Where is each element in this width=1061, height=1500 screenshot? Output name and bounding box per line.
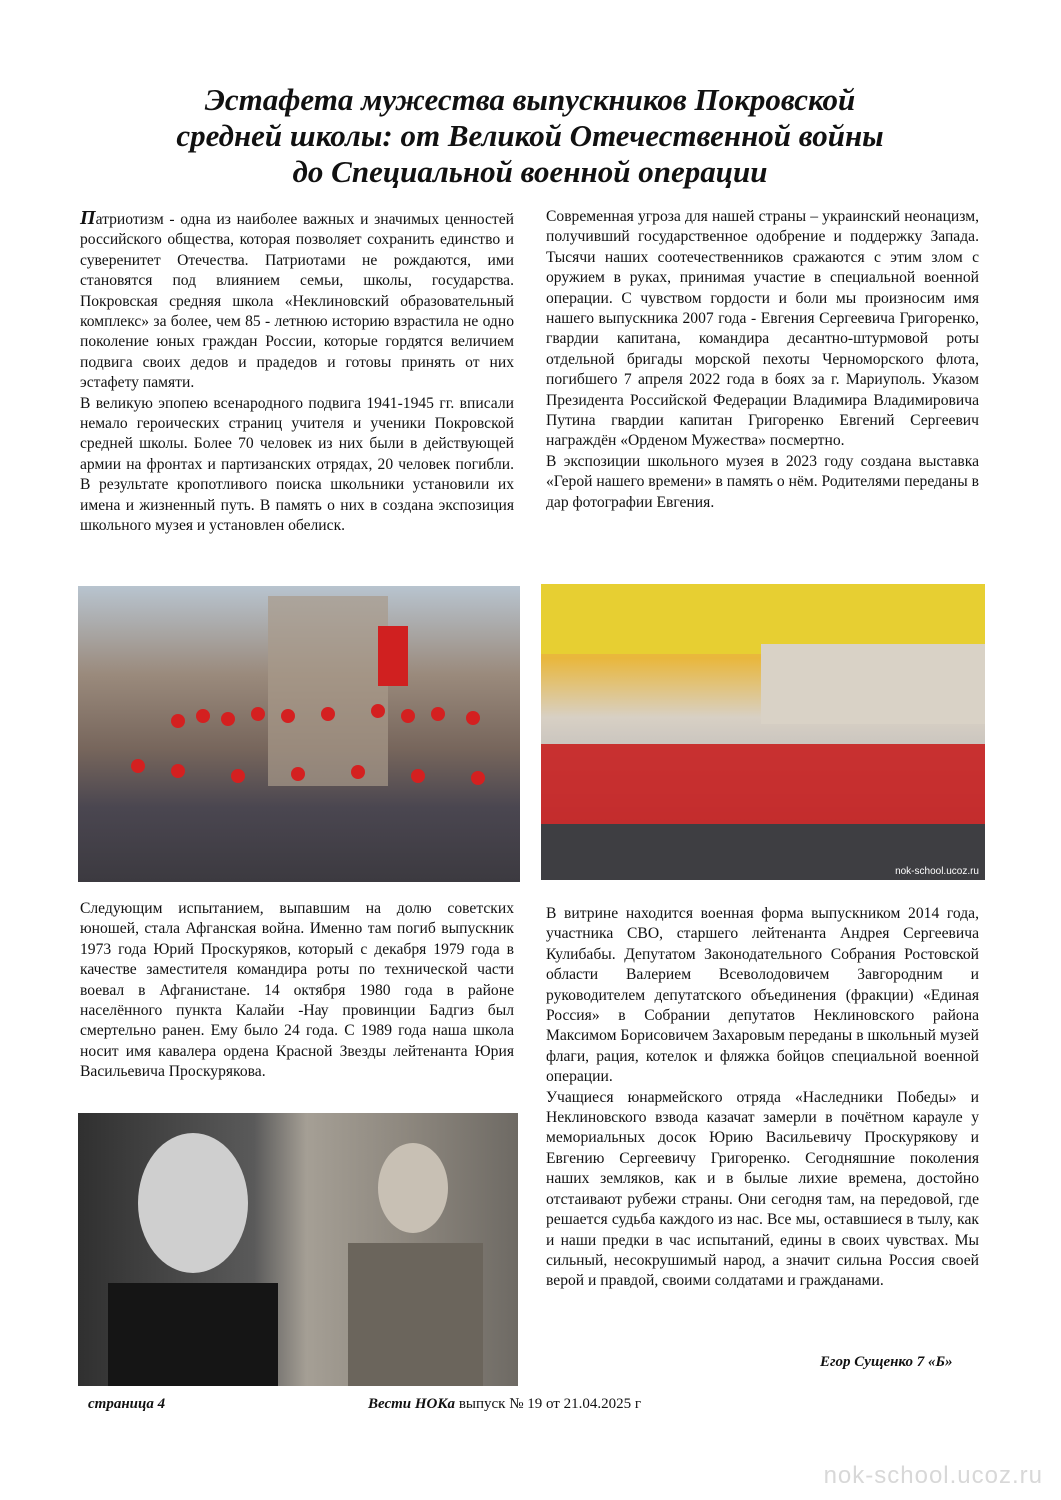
footer-paper-name: Вести НОКа — [368, 1396, 456, 1412]
photo-portraits-image — [78, 1113, 518, 1386]
photo-cadets-memorial — [541, 584, 985, 880]
article-right-bottom — [546, 904, 979, 1292]
footer-issue-text: выпуск № 19 от 21.04.2025 г — [455, 1396, 642, 1412]
footer-page-number: страница 4 — [88, 1396, 166, 1412]
photo-cadets-memorial-image — [541, 584, 985, 880]
photo-watermark: nok-school.ucoz.ru — [895, 866, 979, 877]
paragraph: Современная угроза для нашей страны – украинский неонацизм, получивший государственное одобрение и поддержку Запада. Тысячи наших соотечественников сражаются с этим злом с оружием в руках, принимая участие в специальной военной операции. С чувством гордости и боли мы произносим имя нашего выпускника 2007 года - Евгения Сергеевича Григоренко, гвардии капитана, командира десантно-штурмовой роты отдельной бригады морской пехоты Черноморского флота, погибшего 7 апреля 2022 года в боях за г. Мариуполь. Указом Президента Российской Федерации Владимира Владимировича Путина гвардии капитан Григоренко Евгений Сергеевич награждён «Орденом Мужества» посмертно. — [546, 208, 979, 450]
title-line-3: до Специальной военной операции — [292, 154, 768, 189]
paragraph: Следующим испытанием, выпавшим на долю советских юношей, стала Афганская война. Именно там погиб выпускник 1973 года Юрий Проскуряков, который с декабря 1979 года в качестве заместителя командира роты по технической части воевал в Афганистане. 14 октября 1980 года в районе населённого пункта Калайи -Нау провинции Бадгиз был смертельно ранен. Ему было 24 года. С 1989 года наша школа носит имя кавалера ордена Красной Звезды лейтенанта Юрия Васильевича Проскурякова. — [80, 900, 514, 1081]
article-right-top — [546, 207, 979, 513]
footer-issue — [368, 1396, 641, 1413]
site-watermark: nok-school.ucoz.ru — [823, 1462, 1043, 1489]
paragraph: В витрине находится военная форма выпускником 2014 года, участника СВО, старшего лейтенанта Андрея Сергеевича Кулибабы. Депутатом Законодательного Собрания Ростовской области Валерием Всеволодовичем Завгородним и руководителем депутатского объединения (фракции) «Единая Россия» в Собрании депутатов Неклиновского района Максимом Борисовичем Захаровым переданы в школьный музей флаги, рация, котелок и фляжка бойцов специальной военной операции. — [546, 905, 979, 1086]
photo-students-obelisk-image — [78, 586, 520, 882]
article-left-top — [80, 208, 514, 537]
photo-students-obelisk — [78, 586, 520, 882]
paragraph: В великую эпопею всенародного подвига 1941-1945 гг. вписали немало героических страниц учителя и ученики Покровской средней школы. Более 70 человек из них были в действующей армии на фронтах и партизанских отрядах, 20 человек погибли. В результате кропотливого поиска школьники установили их имена и жизненный путь. В память о них в создана экспозиция школьного музея и установлен обелиск. — [80, 394, 514, 535]
author-signature: Егор Сущенко 7 «Б» — [820, 1354, 953, 1370]
drop-cap: П — [80, 207, 96, 229]
paragraph: В экспозиции школьного музея в 2023 году создана выставка «Герой нашего времени» в память о нём. Родителями переданы в дар фотографии Евгения. — [546, 452, 979, 511]
title-line-1: Эстафета мужества выпускников Покровской — [204, 82, 856, 117]
article-left-bottom — [80, 899, 514, 1083]
paragraph — [80, 208, 514, 394]
paragraph-text: атриотизм - одна из наиболее важных и значимых ценностей российского общества, которая позволяет сохранить единство и суверенитет Отечества. Патриотами не рождаются, ими становятся под влиянием семьи, школы, государства. Покровская средняя школа «Неклиновский образовательный комплекс» за более, чем 85 - летнюю историю взрастила не одно поколение юных граждан России, которые гордятся величием подвига своих дедов и прадедов и готовы принять от них эстафету памяти. — [80, 211, 514, 392]
paragraph: Учащиеся юнармейского отряда «Наследники Победы» и Неклиновского взвода казачат замерли в почётном карауле у мемориальных досок Юрию Васильевичу Проскурякову и Евгению Сергеевичу Григоренко. Сегодняшние поколения наших земляков, как и в былые лихие времена, достойно отстаивают рубежи страны. Они сегодня там, на передовой, где решается судьба каждого из нас. Все мы, оставшиеся в тылу, как и наши предки в час испытаний, едины в своих чувствах. Мы сильный, несокрушимый народ, а значит сильна Россия своей верой и правдой, своими солдатами и гражданами. — [546, 1088, 979, 1290]
title-line-2: средней школы: от Великой Отечественной войны — [176, 118, 884, 153]
photo-proskuryakov-portraits — [78, 1113, 518, 1386]
page-title — [80, 82, 980, 190]
